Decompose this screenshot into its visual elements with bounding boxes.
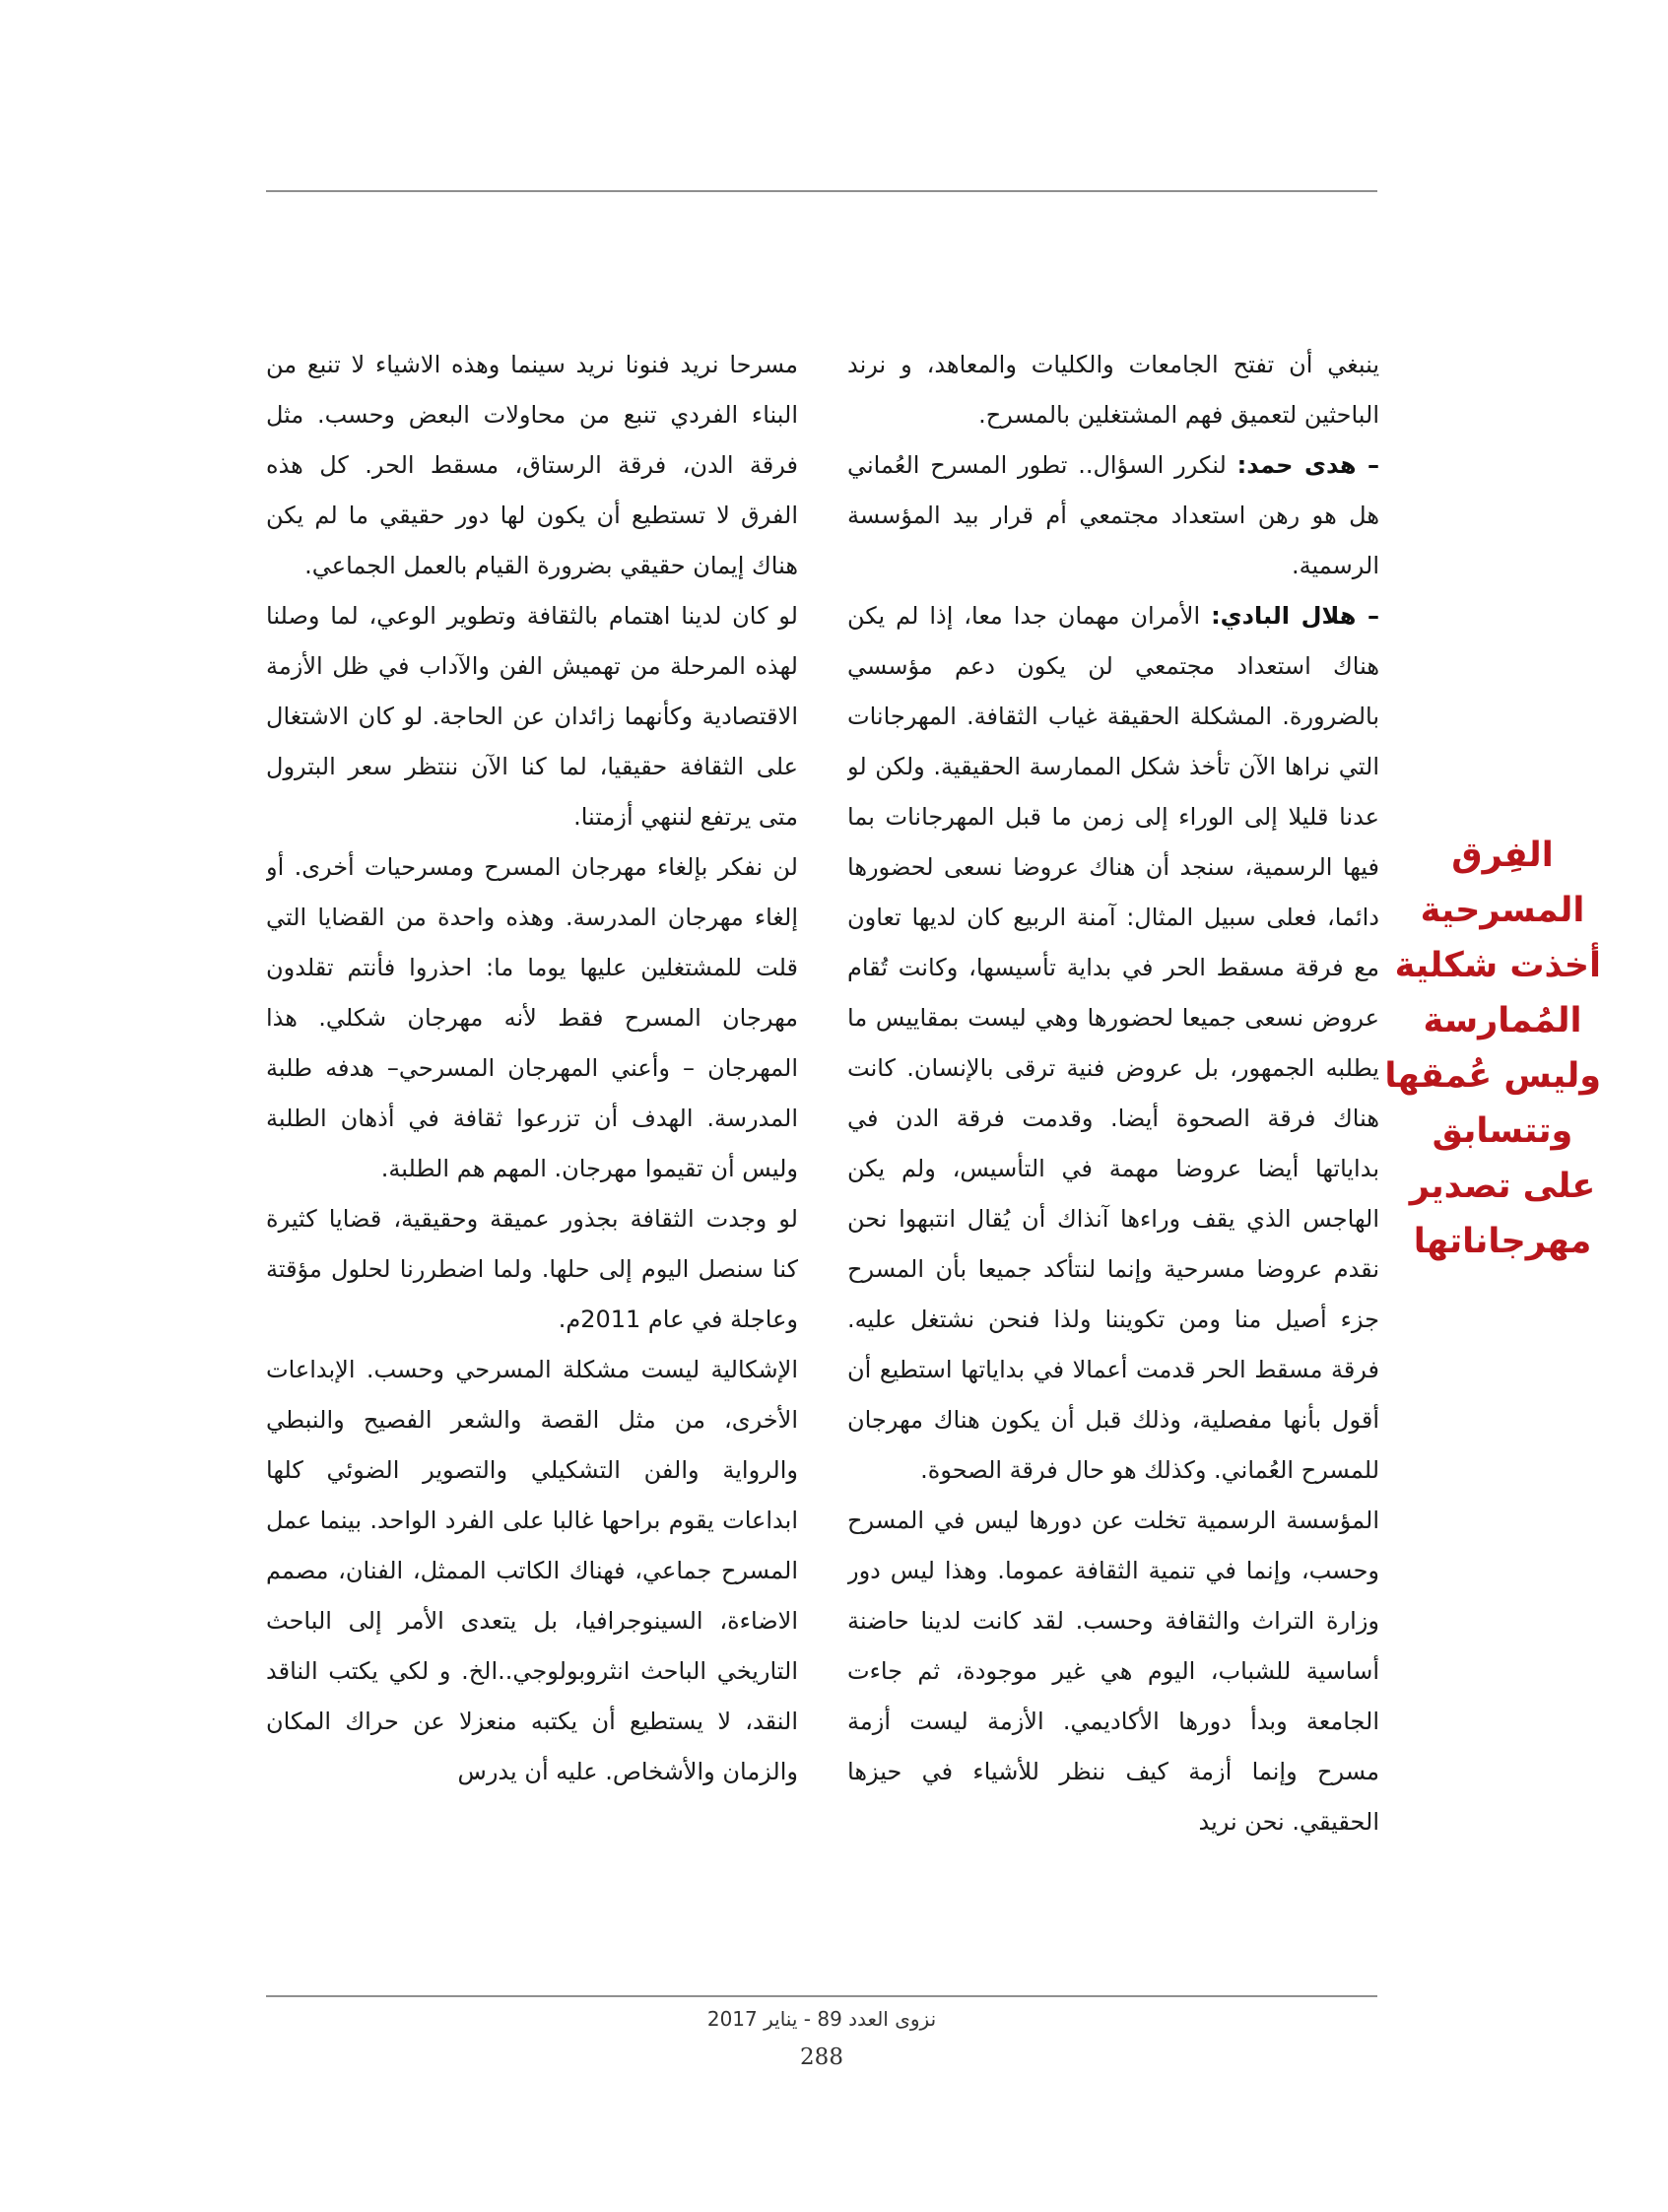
paragraph: لو كان لدينا اهتمام بالثقافة وتطوير الوعي، لما وصلنا لهذه المرحلة من تهميش الفن والآداب في ظل الأزمة الاقتصادية وكأنهما زائدان عن الحاجة. لو كان الاشتغال على الثقافة حقيقيا، لما كنا الآن ننتظر سعر البترول متى يرتفع لننهي أزمتنا. <box>266 602 798 831</box>
paragraph <box>847 440 1379 591</box>
bottom-rule <box>266 1995 1377 1997</box>
paragraph: لو وجدت الثقافة بجذور عميقة وحقيقية، قضايا كثيرة كنا سنصل اليوم إلى حلها. ولما اضطررنا لحلول مؤقتة وعاجلة في عام 2011م. <box>266 1205 798 1333</box>
paragraph-text: لنكرر السؤال.. تطور المسرح العُماني هل هو رهن استعداد مجتمعي أم قرار بيد المؤسسة الرسمية. <box>847 451 1379 579</box>
paragraph: ينبغي أن تفتح الجامعات والكليات والمعاهد، و نرند الباحثين لتعميق فهم المشتغلين بالمسرح. <box>847 351 1379 429</box>
pull-quote-line: وتتسابق <box>1432 1111 1573 1151</box>
pull-quote <box>1384 828 1601 1269</box>
speaker-name: – هلال البادي: <box>1211 602 1379 630</box>
article-column-right <box>847 340 1379 1985</box>
top-rule <box>266 190 1377 192</box>
pull-quote-line: وليس عُمقها <box>1384 1056 1601 1096</box>
pull-quote-line: مهرجاناتها <box>1413 1222 1592 1261</box>
speaker-name: – هدى حمد: <box>1236 451 1379 479</box>
paragraph: لن نفكر بإلغاء مهرجان المسرح ومسرحيات أخرى. أو إلغاء مهرجان المدرسة. وهذه واحدة من القضايا التي قلت للمشتغلين عليها يوما ما: احذروا فأنتم تقلدون مهرجان المسرح فقط لأنه مهرجان شكلي. هذا المهرجان – وأعني المهرجان المسرحي– هدفه طلبة المدرسة. الهدف أن تزرعوا ثقافة في أذهان الطلبة وليس أن تقيموا مهرجان. المهم هم الطلبة. <box>266 853 798 1182</box>
page-footer <box>266 2007 1377 2070</box>
paragraph: مسرحا نريد فنونا نريد سينما وهذه الاشياء لا تنبع من البناء الفردي تنبع من محاولات البعض وحسب. مثل فرقة الدن، فرقة الرستاق، مسقط الحر. كل هذه الفرق لا تستطيع أن يكون لها دور حقيقي ما لم يكن هناك إيمان حقيقي بضرورة القيام بالعمل الجماعي. <box>266 351 798 579</box>
page-number: 288 <box>800 2044 843 2070</box>
paragraph <box>847 591 1379 1496</box>
paragraph: الإشكالية ليست مشكلة المسرحي وحسب. الإبداعات الأخرى، من مثل القصة والشعر الفصيح والنبطي والرواية والفن التشكيلي والتصوير الضوئي كلها ابداعات يقوم براحها غالبا على الفرد الواحد. بينما عمل المسرح جماعي، فهناك الكاتب الممثل، الفنان، مصمم الاضاءة، السينوجرافيا، بل يتعدى الأمر إلى الباحث التاريخي الباحث انثروبولوجي..الخ. و لكي يكتب الناقد النقد، لا يستطيع أن يكتبه منعزلا عن حراك المكان والزمان والأشخاص. عليه أن يدرس <box>266 1356 798 1785</box>
pull-quote-line: الفِرق <box>1451 836 1554 875</box>
pull-quote-line: أخذت شكلية <box>1394 946 1601 985</box>
paragraph: المؤسسة الرسمية تخلت عن دورها ليس في المسرح وحسب، وإنما في تنمية الثقافة عموما. وهذا ليس دور وزارة التراث والثقافة وحسب. لقد كانت لدينا حاضنة أساسية للشباب، اليوم هي غير موجودة، ثم جاءت الجامعة وبدأ دورها الأكاديمي. الأزمة ليست أزمة مسرح وإنما أزمة كيف ننظر للأشياء في حيزها الحقيقي. نحن نريد <box>847 1507 1379 1836</box>
pull-quote-line: المسرحية <box>1420 891 1585 930</box>
pull-quote-line: المُمارسة <box>1423 1001 1582 1040</box>
pull-quote-line: على تصدير <box>1409 1167 1596 1206</box>
issue-line: نزوى العدد 89 - يناير 2017 <box>706 2007 937 2031</box>
article-column-left <box>266 340 798 1985</box>
paragraph-text: الأمران مهمان جدا معا، إذا لم يكن هناك استعداد مجتمعي لن يكون دعم مؤسسي بالضرورة. المشكلة الحقيقة غياب الثقافة. المهرجانات التي نراها الآن تأخذ شكل الممارسة الحقيقية. ولكن لو عدنا قليلا إلى الوراء إلى زمن ما قبل المهرجانات بما فيها الرسمية، سنجد أن هناك عروضا نسعى لحضورها دائما، فعلى سبيل المثال: آمنة الربيع كان لديها تعاون مع فرقة مسقط الحر في بداية تأسيسها، وكانت تُقام عروض نسعى جميعا لحضورها وهي ليست بمقاييس ما يطلبه الجمهور، بل عروض فنية ترقى بالإنسان. كانت هناك فرقة الصحوة أيضا. وقدمت فرقة الدن في بداياتها أيضا عروضا مهمة في التأسيس، ولم يكن الهاجس الذي يقف وراءها آنذاك أن يُقال انتبهوا نحن نقدم عروضا مسرحية وإنما لنتأكد جميعا بأن المسرح جزء أصيل منا ومن تكويننا ولذا فنحن نشتغل عليه. فرقة مسقط الحر قدمت أعمالا في بداياتها استطيع أن أقول بأنها مفصلية، وذلك قبل أن يكون هناك مهرجان للمسرح العُماني. وكذلك هو حال فرقة الصحوة. <box>847 602 1379 1484</box>
